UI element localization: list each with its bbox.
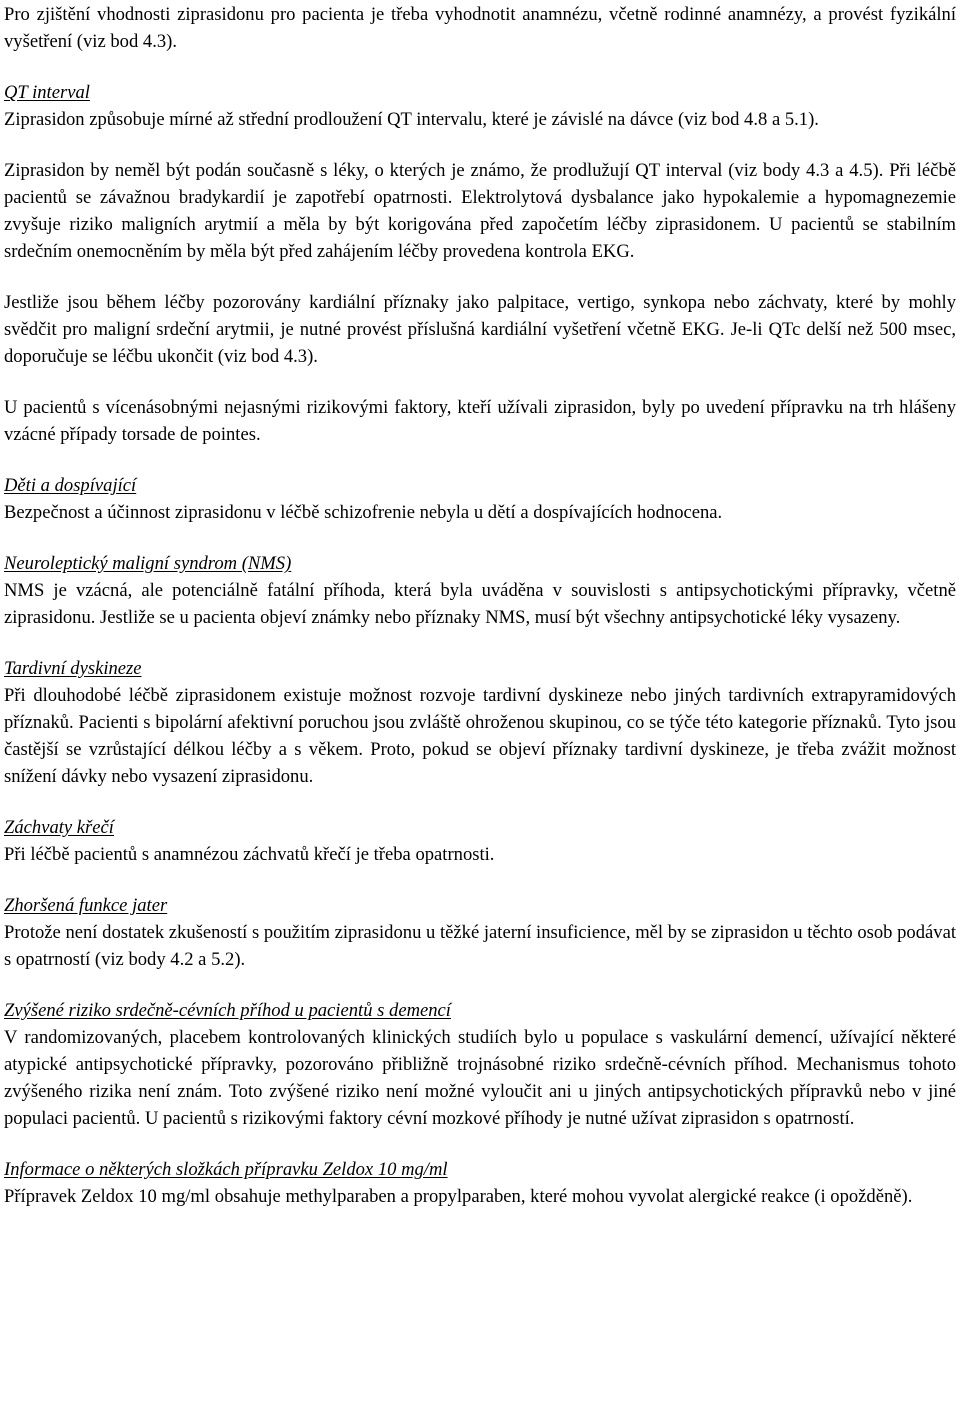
seizures-heading: Záchvaty křečí (4, 817, 114, 838)
qt-paragraph-4-section (4, 394, 956, 448)
liver-heading: Zhoršená funkce jater (4, 895, 168, 916)
qt-paragraph-4: U pacientů s vícenásobnými nejasnými rizikovými faktory, kteří užívali ziprasidon, byly po uvedení přípravku na trh hlášeny vzácné případy torsade de pointes. (4, 397, 956, 445)
dementia-heading: Zvýšené riziko srdečně-cévních příhod u pacientů s demencí (4, 1000, 451, 1021)
qt-heading-section (4, 79, 956, 133)
seizures-paragraph: Při léčbě pacientů s anamnézou záchvatů křečí je třeba opatrnosti. (4, 844, 495, 865)
zeldox-heading: Informace o některých složkách přípravku Zeldox 10 mg/ml (4, 1159, 448, 1180)
tardive-section (4, 655, 956, 790)
qt-paragraph-1: Ziprasidon způsobuje mírné až střední prodloužení QT intervalu, které je závislé na dávce (viz bod 4.8 a 5.1). (4, 109, 819, 130)
liver-paragraph: Protože není dostatek zkušeností s použitím ziprasidonu u těžké jaterní insuficience, měl by se ziprasidon u těchto osob podávat s opatrností (viz body 4.2 a 5.2). (4, 922, 956, 970)
tardive-paragraph: Při dlouhodobé léčbě ziprasidonem existuje možnost rozvoje tardivní dyskineze nebo jiných tardivních extrapyramidových příznaků. Pacienti s bipolární afektivní poruchou jsou zvláště ohroženou skupinou, co se týče této kategorie příznaků. Tyto jsou častější se vzrůstající délkou léčby a s věkem. Proto, pokud se objeví příznaky tardivní dyskineze, je třeba zvážit možnost snížení dávky nebo vysazení ziprasidonu. (4, 685, 956, 787)
intro-section (4, 1, 956, 55)
dementia-heading-line (4, 997, 956, 1024)
qt-paragraph-3: Jestliže jsou během léčby pozorovány kardiální příznaky jako palpitace, vertigo, synkopa nebo záchvaty, které by mohly svědčit pro maligní srdeční arytmii, je nutné provést příslušná kardiální vyšetření včetně EKG. Je-li QTc delší než 500 msec, doporučuje se léčbu ukončit (viz bod 4.3). (4, 292, 956, 367)
qt-paragraph-3-section (4, 289, 956, 370)
tardive-heading-line (4, 655, 956, 682)
qt-heading-line (4, 79, 956, 106)
qt-interval-heading: QT interval (4, 82, 90, 103)
nms-heading-line (4, 550, 956, 577)
children-heading: Děti a dospívající (4, 475, 137, 496)
qt-paragraph-2-section (4, 157, 956, 265)
seizures-heading-line (4, 814, 956, 841)
liver-section (4, 892, 956, 973)
zeldox-paragraph: Přípravek Zeldox 10 mg/ml obsahuje methylparaben a propylparaben, které mohou vyvolat alergické reakce (i opožděně). (4, 1186, 913, 1207)
zeldox-section (4, 1156, 956, 1210)
nms-section (4, 550, 956, 631)
liver-heading-line (4, 892, 956, 919)
dementia-section (4, 997, 956, 1132)
seizures-section (4, 814, 956, 868)
children-section (4, 472, 956, 526)
dementia-paragraph: V randomizovaných, placebem kontrolovaných klinických studiích bylo u populace s vaskulární demencí, užívající některé atypické antipsychotické přípravky, pozorováno přibližně trojnásobné riziko srdečně-cévních příhod. Mechanismus tohoto zvýšeného rizika není znám. Toto zvýšené riziko není možné vyloučit ani u jiných antipsychotických přípravků nebo v jiné populaci pacientů. U pacientů s rizikovými faktory cévní mozkové příhody je nutné užívat ziprasidon s opatrností. (4, 1027, 956, 1129)
nms-paragraph: NMS je vzácná, ale potenciálně fatální příhoda, která byla uváděna v souvislosti s antipsychotickými přípravky, včetně ziprasidonu. Jestliže se u pacienta objeví známky nebo příznaky NMS, musí být všechny antipsychotické léky vysazeny. (4, 580, 956, 628)
intro-paragraph: Pro zjištění vhodnosti ziprasidonu pro pacienta je třeba vyhodnotit anamnézu, včetně rodinné anamnézy, a provést fyzikální vyšetření (viz bod 4.3). (4, 4, 956, 52)
nms-heading: Neuroleptický maligní syndrom (NMS) (4, 553, 292, 574)
children-paragraph: Bezpečnost a účinnost ziprasidonu v léčbě schizofrenie nebyla u dětí a dospívajících hodnocena. (4, 502, 723, 523)
zeldox-heading-line (4, 1156, 956, 1183)
tardive-heading: Tardivní dyskineze (4, 658, 142, 679)
children-heading-line (4, 472, 956, 499)
qt-paragraph-2: Ziprasidon by neměl být podán současně s léky, o kterých je známo, že prodlužují QT interval (viz body 4.3 a 4.5). Při léčbě pacientů se závažnou bradykardií je zapotřebí opatrnosti. Elektrolytová dysbalance jako hypokalemie a hypomagnezemie zvyšuje riziko maligních arytmií a měla by být korigována před započetím léčby ziprasidonem. U pacientů se stabilním srdečním onemocněním by měla být před zahájením léčby provedena kontrola EKG. (4, 160, 956, 262)
